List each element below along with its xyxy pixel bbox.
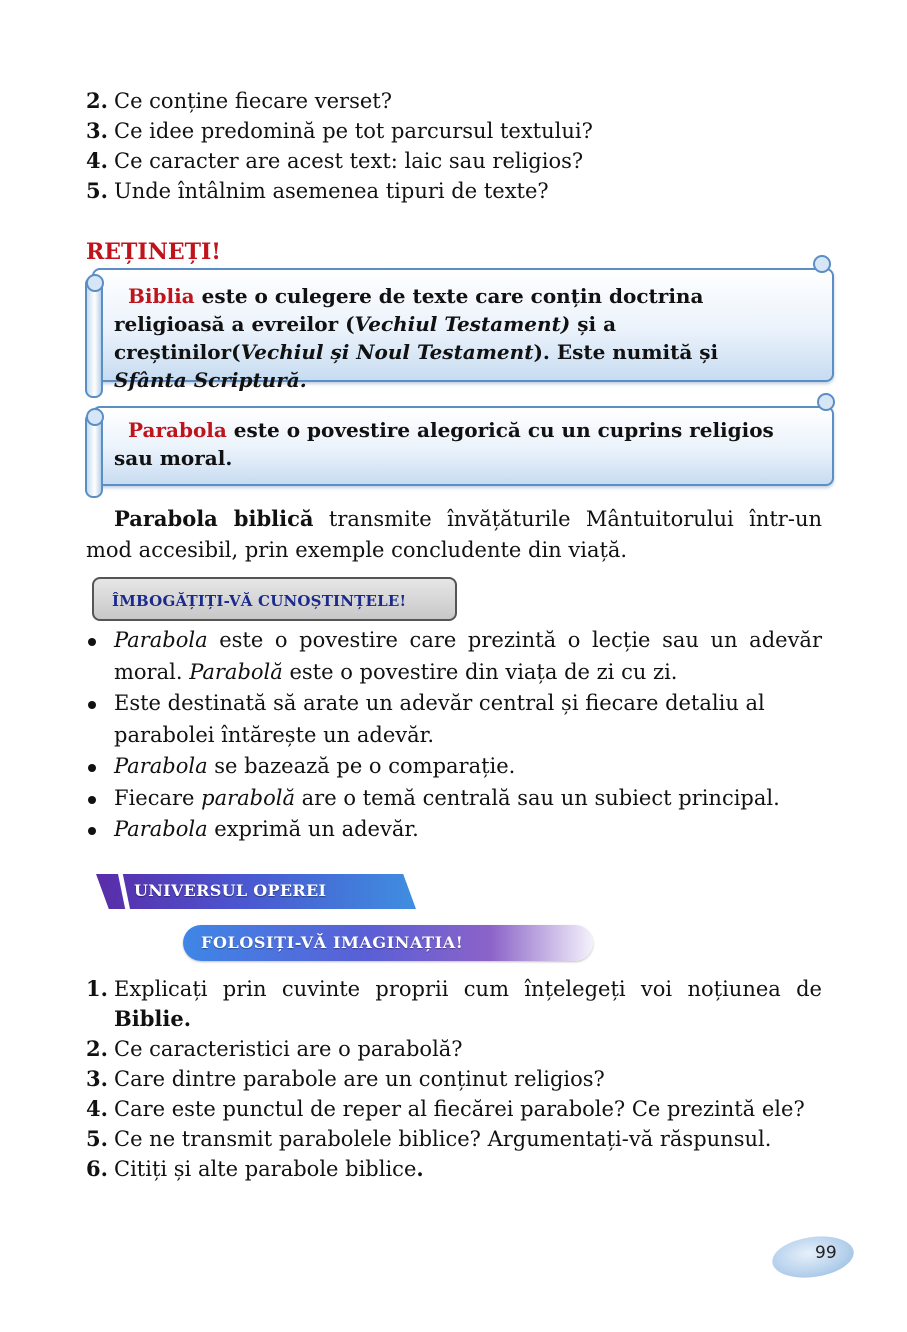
list-item: 4. Ce caracter are acest text: laic sau religios? bbox=[86, 148, 584, 173]
section-ribbon-label: UNIVERSUL OPEREI bbox=[134, 881, 327, 900]
bullet-icon bbox=[86, 814, 114, 846]
imagination-pill-label: FOLOSIȚI-VĂ IMAGINAȚIA! bbox=[201, 933, 464, 952]
enrich-label: ÎMBOGĂȚIȚI-VĂ CUNOȘTINȚELE! bbox=[112, 592, 407, 610]
list-item: Parabola se bazează pe o comparație. bbox=[86, 751, 822, 783]
enrich-bullets bbox=[86, 625, 822, 846]
bullet-icon bbox=[86, 625, 114, 688]
list-item: 5. Ce ne transmit parabolele biblice? Argumentați-vă răspunsul. bbox=[86, 1126, 772, 1151]
page-number-badge bbox=[770, 1231, 857, 1282]
scroll-roll-left bbox=[85, 276, 103, 398]
page-number: 99 bbox=[815, 1243, 837, 1263]
parabola-biblica-paragraph: Parabola biblică transmite învățăturile Mântuitorului într-un mod accesibil, prin exemple concludente din viață. bbox=[86, 506, 822, 562]
parabola-definition: Parabola este o povestire alegorică cu un cuprins religios sau moral. bbox=[114, 418, 774, 470]
questions-top bbox=[86, 86, 822, 206]
list-item: 6. Citiți și alte parabole biblice. bbox=[86, 1156, 424, 1181]
bullet-icon bbox=[86, 751, 114, 783]
list-item: 2. Ce conține fiecare verset? bbox=[86, 88, 392, 113]
retineti-title: REȚINEȚI! bbox=[86, 239, 221, 265]
list-item: Parabola exprimă un adevăr. bbox=[86, 814, 822, 846]
list-item: 1. Explicați prin cuvinte proprii cum înțelegeți voi noțiunea de Biblie. bbox=[86, 976, 822, 1031]
list-item: 4. Care este punctul de reper al fiecărei parabole? Ce prezintă ele? bbox=[86, 1096, 805, 1121]
questions-bottom bbox=[86, 974, 822, 1184]
list-item: Fiecare parabolă are o temă centrală sau un subiect principal. bbox=[86, 783, 822, 815]
list-item: 2. Ce caracteristici are o parabolă? bbox=[86, 1036, 463, 1061]
list-item: 3. Ce idee predomină pe tot parcursul textului? bbox=[86, 118, 593, 143]
enrich-label-box bbox=[92, 577, 457, 621]
biblia-definition: Biblia este o culegere de texte care conțin doctrina religioasă a evreilor (Vechiul Testament) și a creștinilor(Vechiul și Noul Testament). Este numită și Sfânta Scriptură. bbox=[114, 284, 719, 392]
list-item: Este destinată să arate un adevăr central și fiecare detaliu al parabolei întărește un adevăr. bbox=[86, 688, 822, 751]
list-item: Parabola este o povestire care prezintă o lecție sau un adevăr moral. Parabolă este o povestire din viața de zi cu zi. bbox=[86, 625, 822, 688]
scroll-curl bbox=[86, 408, 104, 426]
scroll-curl bbox=[817, 393, 835, 411]
imagination-pill bbox=[183, 925, 593, 961]
bullet-icon bbox=[86, 688, 114, 751]
list-item: 5. Unde întâlnim asemenea tipuri de texte? bbox=[86, 178, 549, 203]
scroll-curl bbox=[86, 274, 104, 292]
list-item: 3. Care dintre parabole are un conținut religios? bbox=[86, 1066, 605, 1091]
bullet-icon bbox=[86, 783, 114, 815]
scroll-curl bbox=[813, 255, 831, 273]
